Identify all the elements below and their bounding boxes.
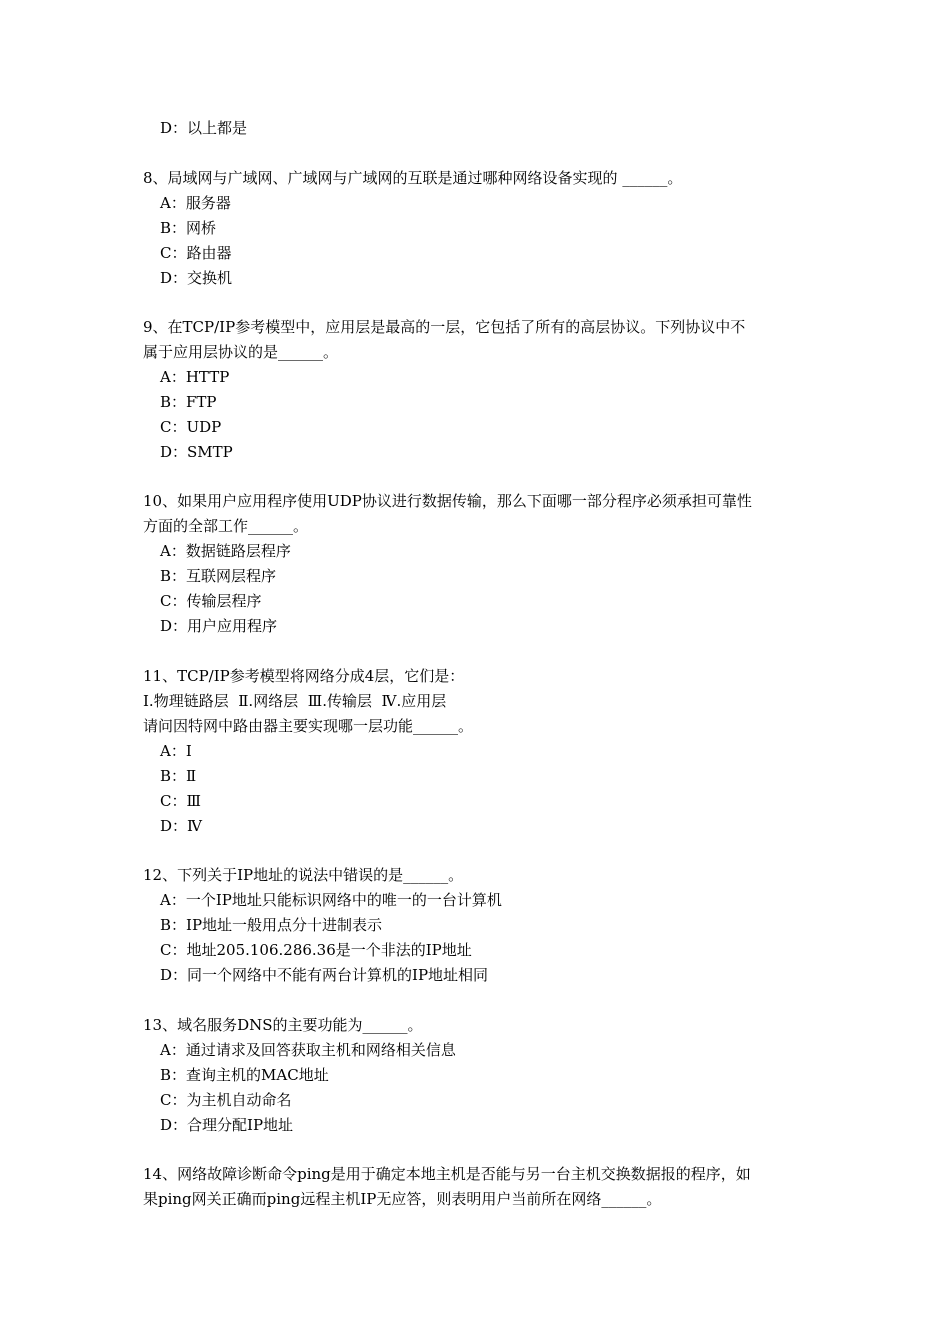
q11-option-b: B：Ⅱ	[160, 767, 197, 785]
q13-option-a: A：通过请求及回答获取主机和网络相关信息	[160, 1041, 456, 1059]
q8-option-a: A：服务器	[160, 194, 231, 212]
q13-option-d: D：合理分配IP地址	[160, 1116, 294, 1134]
q12-stem: 12、下列关于IP地址的说法中错误的是______。	[143, 866, 464, 884]
q10-option-c: C：传输层程序	[160, 592, 262, 610]
q13-stem: 13、域名服务DNS的主要功能为______。	[143, 1016, 423, 1034]
q7-option-d: D：以上都是	[160, 119, 248, 137]
q9-option-c: C：UDP	[160, 418, 222, 436]
q14-stem-line1: 14、网络故障诊断命令ping是用于确定本地主机是否能与另一台主机交换数据报的程序，如	[143, 1165, 751, 1183]
q12-option-a: A：一个IP地址只能标识网络中的唯一的一台计算机	[160, 891, 502, 909]
q8-option-d: D：交换机	[160, 269, 233, 287]
q9-option-b: B：FTP	[160, 393, 217, 411]
q12-option-d: D：同一个网络中不能有两台计算机的IP地址相同	[160, 966, 489, 984]
q10-stem-line1: 10、如果用户应用程序使用UDP协议进行数据传输，那么下面哪一部分程序必须承担可靠性	[143, 492, 752, 510]
q11-option-c: C：Ⅲ	[160, 792, 201, 810]
q9-option-d: D：SMTP	[160, 443, 233, 461]
q8-stem: 8、局域网与广域网、广域网与广域网的互联是通过哪种网络设备实现的 ______。	[143, 169, 683, 187]
q11-stem-line1: 11、TCP/IP参考模型将网络分成4层，它们是：	[143, 667, 465, 685]
q10-option-b: B：互联网层程序	[160, 567, 277, 585]
q11-option-d: D：Ⅳ	[160, 817, 203, 835]
q8-option-c: C：路由器	[160, 244, 232, 262]
q12-option-b: B：IP地址一般用点分十进制表示	[160, 916, 383, 934]
q13-option-b: B：查询主机的MAC地址	[160, 1066, 329, 1084]
q9-stem-line2: 属于应用层协议的是______。	[143, 343, 339, 361]
q10-option-a: A：数据链路层程序	[160, 542, 291, 560]
q8-option-b: B：网桥	[160, 219, 217, 237]
q9-option-a: A：HTTP	[160, 368, 230, 386]
q13-option-c: C：为主机自动命名	[160, 1091, 292, 1109]
q14-stem-line2: 果ping网关正确而ping远程主机IP无应答，则表明用户当前所在网络______。	[143, 1190, 662, 1208]
q11-stem-line3: 请问因特网中路由器主要实现哪一层功能______。	[143, 717, 474, 735]
q11-option-a: A：Ⅰ	[160, 742, 192, 760]
q11-stem-line2: Ⅰ.物理链路层 Ⅱ.网络层 Ⅲ.传输层 Ⅳ.应用层	[143, 692, 447, 710]
q9-stem-line1: 9、在TCP/IP参考模型中，应用层是最高的一层，它包括了所有的高层协议。下列协议中不	[143, 318, 746, 336]
q10-option-d: D：用户应用程序	[160, 617, 278, 635]
q10-stem-line2: 方面的全部工作______。	[143, 517, 309, 535]
q12-option-c: C：地址205.106.286.36是一个非法的IP地址	[160, 941, 472, 959]
